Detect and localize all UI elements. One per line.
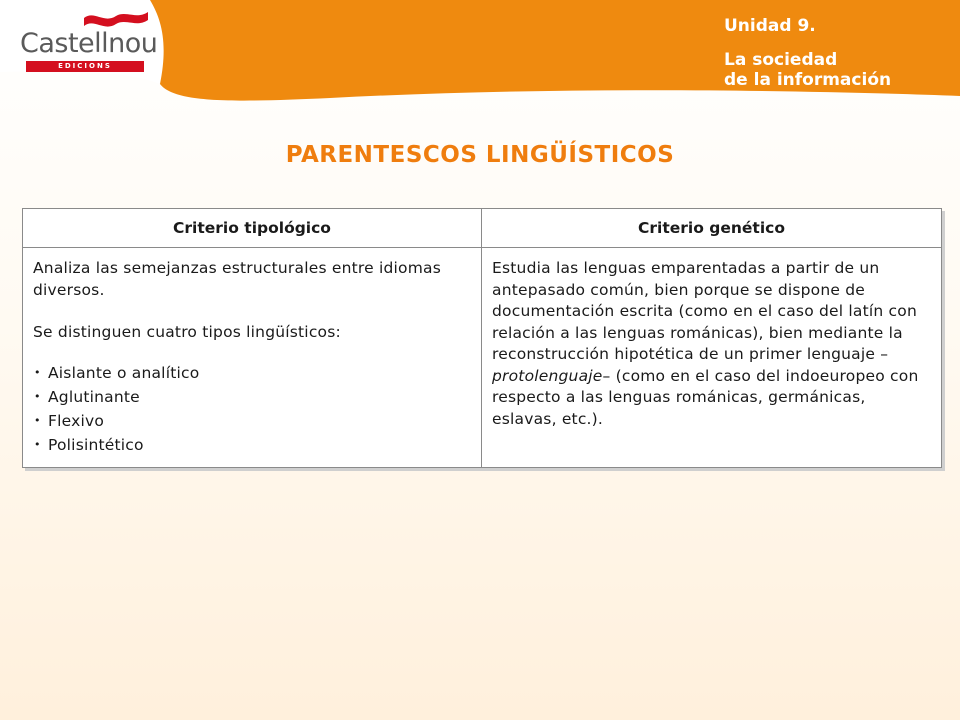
- page-title: PARENTESCOS LINGÜÍSTICOS: [285, 142, 675, 168]
- list-item: [33, 361, 471, 385]
- list-item: [33, 433, 471, 457]
- criteria-table: [22, 208, 942, 468]
- table-header-row: [23, 209, 942, 248]
- logo-wordmark: Castellnou: [20, 28, 158, 59]
- unit-subtitle: La sociedad de la información: [724, 50, 892, 90]
- bullet-icon: •: [34, 413, 41, 427]
- header-genetic: Criterio genético: [482, 209, 942, 248]
- flag-icon: [82, 8, 152, 30]
- typological-intro: Analiza las semejanzas estructurales entre idiomas diversos.: [33, 259, 441, 299]
- genetic-text-end: – (como en el caso del indoeuropeo con respecto a las lenguas románicas, germánicas, eslavas, etc.).: [492, 366, 919, 428]
- type-label: Flexivo: [48, 411, 105, 430]
- bullet-icon: •: [34, 365, 41, 379]
- unit-title: Unidad 9.: [724, 16, 816, 36]
- bullet-icon: •: [34, 389, 41, 403]
- spacer: [33, 301, 471, 322]
- unit-info: [724, 16, 891, 90]
- type-label: Polisintético: [48, 435, 144, 454]
- table-row: [23, 248, 942, 468]
- protolenguaje-term: protolenguaje: [492, 366, 603, 385]
- list-item: [33, 385, 471, 409]
- genetic-text: [492, 258, 931, 430]
- typological-cell: [23, 248, 482, 468]
- bullet-icon: •: [34, 437, 41, 451]
- type-label: Aislante o analítico: [48, 363, 200, 382]
- spacer: [33, 344, 471, 361]
- type-label: Aglutinante: [48, 387, 140, 406]
- genetic-text-start: Estudia las lenguas emparentadas a partir de un antepasado común, bien porque se dispone de documentación escrita (como en el caso del latín con relación a las lenguas románicas), bien mediante la reconstrucción hipotética de un primer lenguaje –: [492, 259, 917, 363]
- logo-subtext: EDICIONS: [26, 61, 144, 72]
- genetic-cell: [482, 248, 942, 468]
- types-list: [33, 361, 471, 457]
- castellnou-logo: [16, 8, 158, 74]
- types-intro: Se distinguen cuatro tipos lingüísticos:: [33, 323, 341, 341]
- list-item: [33, 409, 471, 433]
- header-typological: Criterio tipológico: [23, 209, 482, 248]
